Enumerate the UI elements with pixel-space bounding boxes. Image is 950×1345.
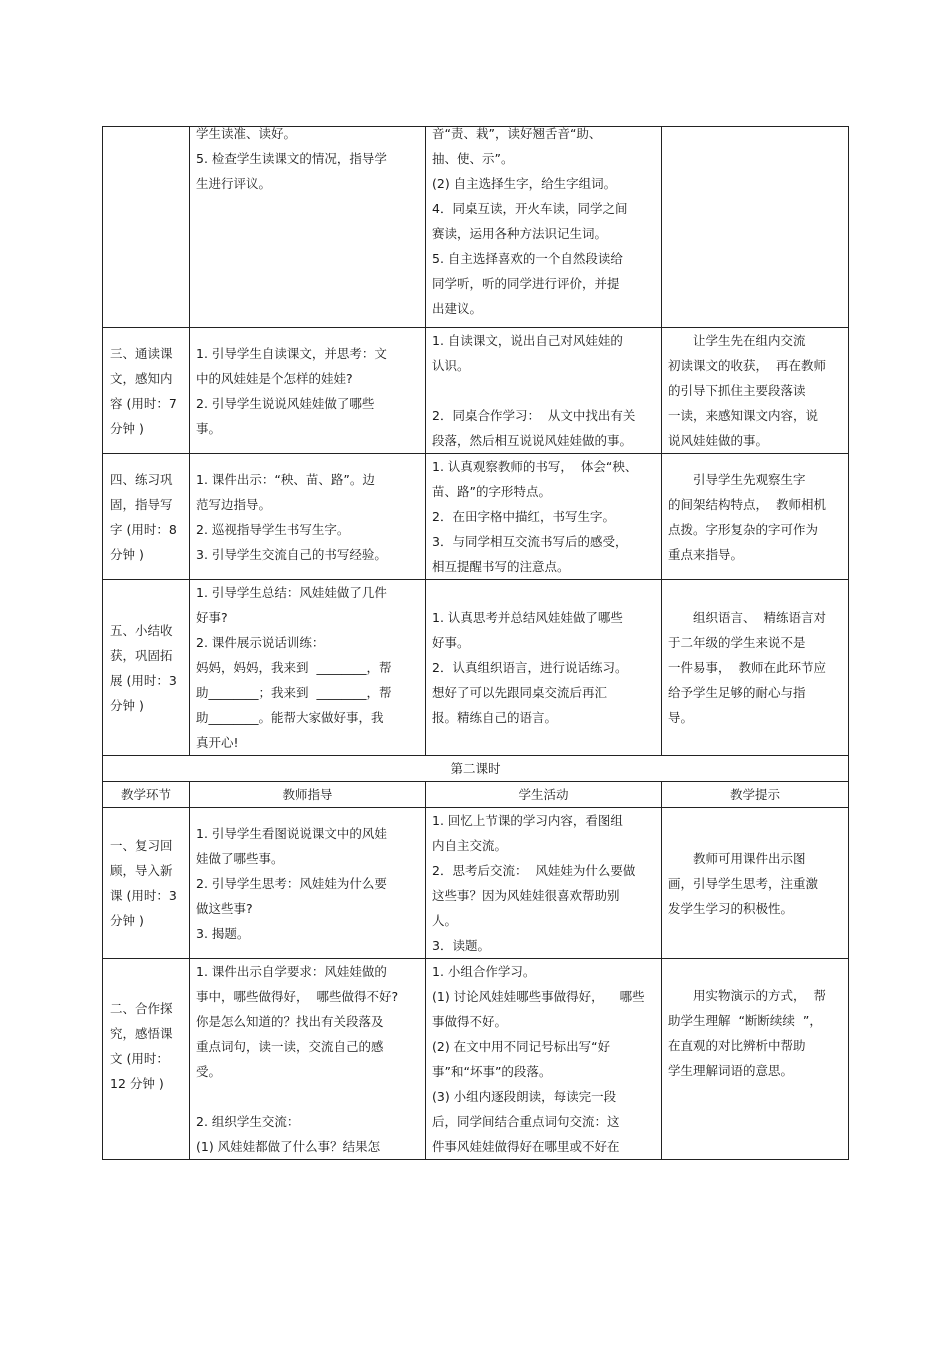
text-line: 相互提醒书写的注意点。: [432, 559, 570, 574]
text-line: 3. 揭题。: [196, 925, 250, 941]
teacher-cell: [190, 580, 426, 756]
text-line: 于二年级的学生来说不是: [668, 635, 806, 650]
tips-cell: [662, 328, 849, 454]
text-line: 固，指导写: [110, 496, 173, 512]
text-line: 好事。: [432, 635, 470, 650]
text-line: 文，感知内: [110, 370, 173, 386]
text-line: 范写边指导。: [196, 496, 272, 512]
text-line: 中的风娃娃是个怎样的娃娃?: [196, 370, 353, 386]
text-line: (3) 小组内逐段朗读，每读完一段: [432, 1089, 617, 1104]
tips-cell: [662, 127, 849, 328]
text-line: 助________。能帮大家做好事，我: [196, 710, 384, 725]
text-line: 二、合作探: [110, 1001, 173, 1016]
text-line: 导。: [668, 710, 694, 725]
teacher-cell: [190, 454, 426, 580]
text-line: 件事风娃娃做得好在哪里或不好在: [432, 1139, 620, 1154]
text-line: 一件易事， 教师在此环节应: [668, 660, 826, 675]
text-line: 12 分钟 ): [110, 1076, 164, 1091]
text-line: 2．同桌合作学习： 从文中找出有关: [432, 408, 636, 423]
student-cell: [426, 328, 662, 454]
text-line: (1) 讨论风娃娃哪些事做得好， 哪些: [432, 989, 645, 1004]
text-line: 1. 小组合作学习。: [432, 964, 536, 979]
text-line: 苗、路”的字形特点。: [432, 484, 551, 499]
spacer: [432, 378, 655, 403]
student-cell: [426, 127, 662, 328]
text-line: 2．认真组织语言，进行说话练习。: [432, 660, 628, 675]
text-line: 人。: [432, 913, 458, 928]
student-cell: [426, 959, 662, 1160]
text-line: 一、复习回: [110, 838, 173, 853]
text-line: 教师可用课件出示图: [693, 850, 806, 866]
text-line: 段落，然后相互说说风娃娃做的事。: [432, 433, 633, 448]
text-line: 后，同学间结合重点词句交流：这: [432, 1114, 620, 1129]
text-line: 1. 认真观察教师的书写， 体会“秧、: [432, 459, 638, 474]
text-line: 1. 课件出示自学要求：风娃娃做的: [196, 964, 387, 979]
table-row: [103, 959, 849, 1160]
text-line: 重点词句，读一读，交流自己的感: [196, 1039, 384, 1054]
text-line: 获，巩固拓: [110, 647, 173, 663]
text-line: 1. 自读课文，说出自己对风娃娃的: [432, 333, 623, 348]
stage-cell: [103, 580, 190, 756]
text-line: 事”和“坏事”的段落。: [432, 1064, 552, 1079]
text-line: 点拨。字形复杂的字可作为: [668, 521, 819, 537]
text-line: 事做得不好。: [432, 1014, 508, 1029]
text-line: 事。: [196, 420, 222, 436]
text-line: 展 (用时：3: [110, 672, 177, 688]
text-line: 3. 引导学生交流自己的书写经验。: [196, 546, 387, 562]
tips-cell: [662, 959, 849, 1160]
text-line: 好事?: [196, 610, 228, 625]
text-line: (2) 在文中用不同记号标出写“好: [432, 1039, 611, 1054]
header-student: 学生活动: [426, 782, 662, 808]
text-line: 2. 课件展示说话训练：: [196, 635, 325, 650]
text-line: 事中，哪些做得好， 哪些做得不好?: [196, 989, 399, 1004]
text-line: 1. 引导学生自读课文，并思考：文: [196, 345, 387, 361]
text-line: 分钟 ): [110, 546, 144, 562]
text-line: 学生读准、读好。: [196, 126, 297, 141]
text-line: 的间架结构特点， 教师相机: [668, 496, 826, 512]
text-line: 顾，导入新: [110, 863, 173, 878]
text-line: 真开心!: [196, 735, 239, 750]
text-line: 给予学生足够的耐心与指: [668, 685, 806, 700]
student-cell: [426, 454, 662, 580]
text-line: 你是怎么知道的？找出有关段落及: [196, 1014, 384, 1029]
text-line: 妈妈，妈妈，我来到 ________，帮: [196, 660, 392, 675]
text-line: 2．在田字格中描红，书写生字。: [432, 509, 615, 524]
table-row: [103, 328, 849, 454]
text-line: 2．思考后交流： 风娃娃为什么要做: [432, 863, 636, 878]
text-line: 组织语言、 精练语言对: [693, 610, 826, 625]
tips-cell: [662, 580, 849, 756]
teacher-cell: [190, 127, 426, 328]
table-row: [103, 580, 849, 756]
header-stage: 教学环节: [103, 782, 190, 808]
student-cell: [426, 580, 662, 756]
header-tips: 教学提示: [662, 782, 849, 808]
text-line: 3．读题。: [432, 938, 490, 953]
table-row: [103, 808, 849, 959]
text-line: 赛读，运用各种方法识记生词。: [432, 226, 608, 241]
text-line: 究，感悟课: [110, 1026, 173, 1041]
student-cell: [426, 808, 662, 959]
text-line: 出建议。: [432, 301, 483, 316]
text-line: 学生理解词语的意思。: [668, 1063, 794, 1078]
text-line: 1. 课件出示：“秧、苗、路”。边: [196, 471, 375, 487]
text-line: 同学听，听的同学进行评价，并提: [432, 276, 620, 291]
text-line: 做这些事?: [196, 900, 253, 916]
text-line: 想好了可以先跟同桌交流后再汇: [432, 685, 608, 700]
text-line: 受。: [196, 1064, 222, 1079]
text-line: 发学生学习的积极性。: [668, 900, 794, 916]
text-line: 五、小结收: [110, 622, 173, 638]
text-line: 重点来指导。: [668, 546, 744, 562]
text-line: 三、通读课: [110, 345, 173, 361]
teacher-cell: [190, 328, 426, 454]
text-line: 2. 引导学生说说风娃娃做了哪些: [196, 395, 375, 411]
text-line: (2) 自主选择生字，给生字组词。: [432, 176, 617, 191]
table-header-row: [103, 782, 849, 808]
text-line: 1. 引导学生看图说说课文中的风娃: [196, 825, 387, 841]
text-line: 分钟 ): [110, 697, 144, 713]
stage-cell: [103, 959, 190, 1160]
text-line: 课 (用时：3: [110, 888, 177, 903]
text-line: 在直观的对比辨析中帮助: [668, 1038, 806, 1053]
text-line: 字 (用时：8: [110, 521, 177, 537]
text-line: 1. 回忆上节课的学习内容，看图组: [432, 813, 623, 828]
text-line: 抽、使、示”。: [432, 151, 514, 166]
text-line: 1. 引导学生总结：风娃娃做了几件: [196, 585, 387, 600]
text-line: 娃做了哪些事。: [196, 850, 284, 866]
lesson-plan-table: [102, 126, 848, 1160]
text-line: 说风娃娃做的事。: [668, 433, 769, 448]
text-line: 2. 引导学生思考：风娃娃为什么要: [196, 875, 387, 891]
text-line: 助________；我来到 ________，帮: [196, 685, 392, 700]
stage-cell: [103, 127, 190, 328]
text-line: 分钟 ): [110, 913, 144, 928]
section-title-row: [103, 756, 849, 782]
text-line: 音“责、栽”，读好翘舌音“助、: [432, 126, 602, 141]
stage-cell: [103, 808, 190, 959]
text-line: 用实物演示的方式， 帮: [693, 988, 826, 1003]
text-line: 容 (用时：7: [110, 395, 177, 411]
text-line: 内自主交流。: [432, 838, 508, 853]
text-line: 初读课文的收获， 再在教师: [668, 358, 826, 373]
text-line: 文 (用时：: [110, 1051, 169, 1066]
tips-cell: [662, 454, 849, 580]
text-line: 2. 组织学生交流：: [196, 1114, 300, 1129]
teacher-cell: [190, 808, 426, 959]
text-line: 一读，来感知课文内容，说: [668, 408, 819, 423]
text-line: 让学生先在组内交流: [693, 333, 806, 348]
text-line: 四、练习巩: [110, 471, 173, 487]
text-line: 2. 巡视指导学生书写生字。: [196, 521, 350, 537]
text-line: 画，引导学生思考，注重激: [668, 875, 819, 891]
text-line: 分钟 ): [110, 420, 144, 436]
text-line: 的引导下抓住主要段落读: [668, 383, 806, 398]
text-line: 4．同桌互读，开火车读，同学之间: [432, 201, 628, 216]
text-line: 1. 认真思考并总结风娃娃做了哪些: [432, 610, 623, 625]
table-row: [103, 127, 849, 328]
text-line: 认识。: [432, 358, 470, 373]
text-line: 报。精练自己的语言。: [432, 710, 558, 725]
tips-cell: [662, 808, 849, 959]
header-teacher: 教师指导: [190, 782, 426, 808]
text-line: (1) 风娃娃都做了什么事？结果怎: [196, 1139, 381, 1154]
text-line: 生进行评议。: [196, 176, 272, 191]
stage-cell: [103, 454, 190, 580]
text-line: 引导学生先观察生字: [693, 471, 806, 487]
spacer: [196, 1084, 419, 1109]
text-line: 5. 自主选择喜欢的一个自然段读给: [432, 251, 623, 266]
section-title: 第二课时: [103, 756, 849, 782]
text-line: 5. 检查学生读课文的情况，指导学: [196, 151, 387, 166]
text-line: 这些事？因为风娃娃很喜欢帮助别: [432, 888, 620, 903]
text-line: 3．与同学相互交流书写后的感受，: [432, 534, 628, 549]
text-line: 助学生理解 “断断续续 ”，: [668, 1013, 822, 1028]
stage-cell: [103, 328, 190, 454]
teacher-cell: [190, 959, 426, 1160]
table-row: [103, 454, 849, 580]
